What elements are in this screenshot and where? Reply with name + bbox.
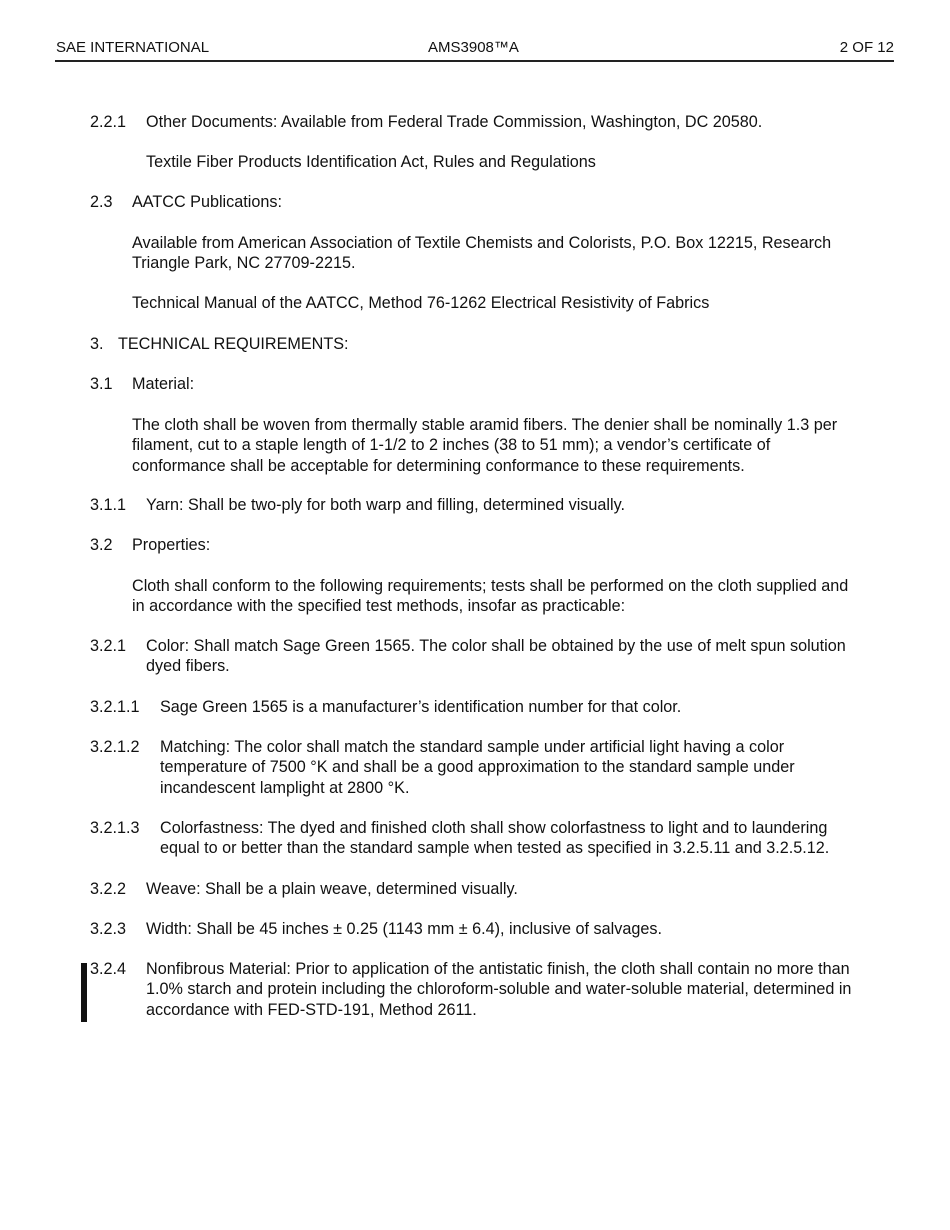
section-text: Other Documents: Available from Federal Trade Commission, Washington, DC 20580. [146,113,763,131]
section-text: Properties: [132,536,211,554]
text-line: Triangle Park, NC 27709-2215. [132,254,356,273]
text-line: in accordance with the specified test methods, insofar as practicable: [132,597,626,616]
section-number: 3.2 [90,536,113,554]
section-text: Yarn: Shall be two-ply for both warp and filling, determined visually. [146,496,625,514]
section-text: Width: Shall be 45 inches ± 0.25 (1143 mm ± 6.4), inclusive of salvages. [146,920,662,938]
section-text: AATCC Publications: [132,193,282,211]
header-document-number: AMS3908™A [428,39,519,56]
section-number: 2.3 [90,193,113,211]
text-line: Color: Shall match Sage Green 1565. The color shall be obtained by the use of melt spun solution [146,637,846,655]
section-heading: TECHNICAL REQUIREMENTS: [118,335,349,353]
section-number: 3. [90,335,104,353]
section-number: 3.2.1.3 [90,819,140,837]
text-line: temperature of 7500 °K and shall be a good approximation to the standard sample under [160,758,795,777]
text-line: Colorfastness: The dyed and finished cloth shall show colorfastness to light and to laundering [160,819,828,837]
page-header [55,38,894,62]
section-number: 3.2.1.1 [90,698,140,716]
section-number: 3.2.3 [90,920,127,938]
text-line: equal to or better than the standard sample when tested as specified in 3.2.5.11 and 3.2.5.12. [160,839,830,858]
section-number: 3.1 [90,375,113,393]
section-text: Textile Fiber Products Identification Act, Rules and Regulations [146,153,596,171]
section-number: 3.2.4 [90,960,127,978]
revision-change-bar [81,963,87,1022]
section-text: Weave: Shall be a plain weave, determined visually. [146,880,518,898]
section-number: 3.1.1 [90,496,127,514]
text-line: accordance with FED-STD-191, Method 2611. [146,1000,477,1019]
section-text: Material: [132,375,195,393]
section-text: Technical Manual of the AATCC, Method 76-1262 Electrical Resistivity of Fabrics [132,294,710,312]
text-line: Matching: The color shall match the standard sample under artificial light having a color [160,738,785,756]
text-line: Nonfibrous Material: Prior to application of the antistatic finish, the cloth shall contain no more than [146,960,850,978]
text-line: filament, cut to a staple length of 1-1/2 to 2 inches (38 to 51 mm); a vendor’s certificate of [132,436,771,455]
section-text: Sage Green 1565 is a manufacturer’s identification number for that color. [160,698,682,716]
section-number: 3.2.2 [90,880,127,898]
section-number: 3.2.1 [90,637,127,655]
text-line: conformance shall be acceptable for determining conformance to these requirements. [132,456,745,475]
text-line: 1.0% starch and protein including the chloroform-soluble and water-soluble material, determined in [146,980,852,999]
section-number: 3.2.1.2 [90,738,140,756]
header-page-number: 2 OF 12 [839,39,894,56]
text-line: Available from American Association of Textile Chemists and Colorists, P.O. Box 12215, Research [132,234,832,252]
text-line: Cloth shall conform to the following requirements; tests shall be performed on the cloth supplied and [132,577,849,595]
text-line: dyed fibers. [146,657,230,676]
text-line: incandescent lamplight at 2800 °K. [160,778,410,797]
text-line: The cloth shall be woven from thermally stable aramid fibers. The denier shall be nominally 1.3 per [132,416,838,434]
header-publisher: SAE INTERNATIONAL [56,39,210,56]
section-number: 2.2.1 [90,113,127,131]
